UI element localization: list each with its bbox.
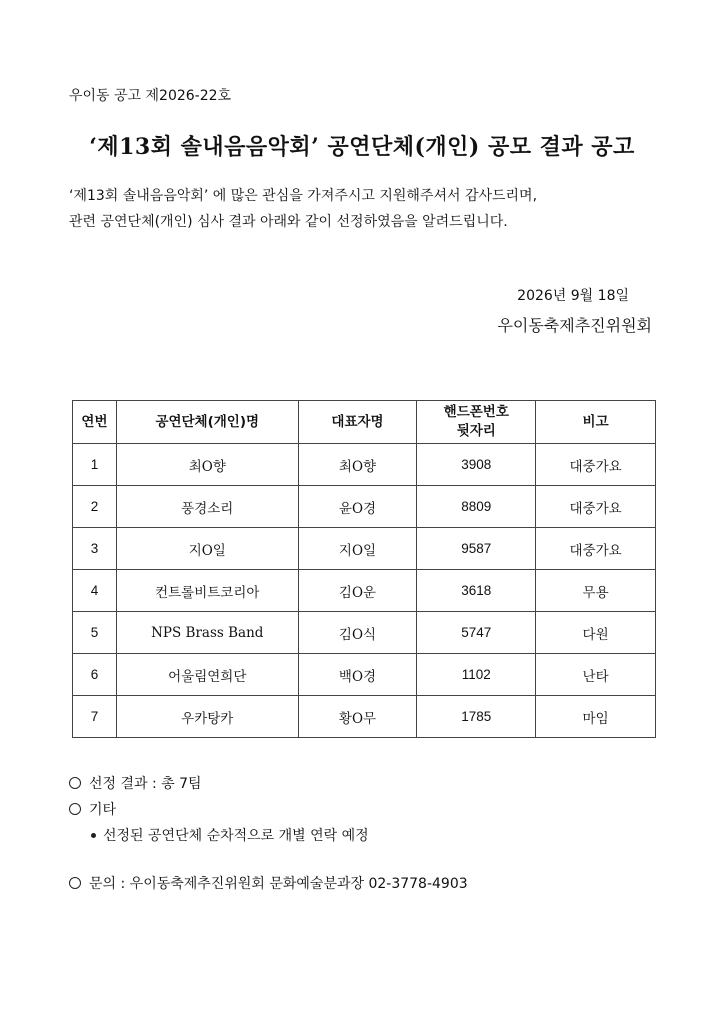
row-no: 2 (73, 486, 117, 528)
row-representative: 김O식 (298, 612, 417, 654)
selection-result (69, 773, 468, 799)
row-note: 대중가요 (536, 444, 656, 486)
row-phone: 5747 (417, 612, 536, 654)
row-no: 6 (73, 654, 117, 696)
row-no: 3 (73, 528, 117, 570)
table-row (73, 696, 656, 738)
intro-line-1: ‘제13회 솔내음음악회’ 에 많은 관심을 가져주시고 지원해주셔서 감사드리며, (69, 188, 538, 204)
table-header-row (73, 401, 656, 444)
row-no: 1 (73, 444, 117, 486)
row-note: 대중가요 (536, 486, 656, 528)
row-phone: 1785 (417, 696, 536, 738)
table-row (73, 612, 656, 654)
etc-bullet (69, 825, 468, 851)
row-group-name: NPS Brass Band (116, 612, 298, 654)
results-table (72, 400, 656, 738)
row-note: 대중가요 (536, 528, 656, 570)
row-no: 5 (73, 612, 117, 654)
row-representative: 지O일 (298, 528, 417, 570)
row-no: 7 (73, 696, 117, 738)
row-group-name: 어울림연희단 (116, 654, 298, 696)
row-representative: 황O무 (298, 696, 417, 738)
header-note: 비고 (536, 401, 656, 444)
contact-info-text: 문의 : 우이동축제추진위원회 문화예술분과장 02-3778-4903 (89, 876, 468, 892)
row-representative: 백O경 (298, 654, 417, 696)
summary-section (69, 773, 468, 899)
header-phone-line-2: 뒷자리 (456, 423, 496, 439)
row-phone: 9587 (417, 528, 536, 570)
bullet-dot-icon (91, 833, 96, 838)
table-row (73, 654, 656, 696)
table-row (73, 486, 656, 528)
row-group-name: 컨트롤비트코리아 (116, 570, 298, 612)
row-group-name: 최O향 (116, 444, 298, 486)
row-note: 무용 (536, 570, 656, 612)
selection-result-text: 선정 결과 : 총 7팀 (89, 776, 202, 792)
page-title: ‘제13회 솔내음음악회’ 공연단체(개인) 공모 결과 공고 (89, 134, 635, 160)
row-phone: 8809 (417, 486, 536, 528)
issuing-organization: 우이동축제추진위원회 (497, 316, 652, 335)
row-note: 다원 (536, 612, 656, 654)
row-group-name: 지O일 (116, 528, 298, 570)
row-no: 4 (73, 570, 117, 612)
hollow-circle-icon (69, 877, 81, 889)
header-representative: 대표자명 (298, 401, 417, 444)
header-no: 연번 (73, 401, 117, 444)
row-note: 난타 (536, 654, 656, 696)
row-note: 마임 (536, 696, 656, 738)
intro-line-2: 관련 공연단체(개인) 심사 결과 아래와 같이 선정하였음을 알려드립니다. (69, 214, 508, 230)
header-group-name: 공연단체(개인)명 (116, 401, 298, 444)
row-phone: 3618 (417, 570, 536, 612)
contact-info (69, 873, 468, 899)
etc-heading-text: 기타 (89, 802, 117, 818)
etc-heading (69, 799, 468, 825)
table-row (73, 444, 656, 486)
header-phone (417, 401, 536, 444)
row-representative: 최O향 (298, 444, 417, 486)
table-row (73, 570, 656, 612)
intro-paragraph (69, 183, 537, 235)
row-representative: 윤O경 (298, 486, 417, 528)
announcement-date: 2026년 9월 18일 (517, 288, 629, 304)
header-phone-line-1: 핸드폰번호 (443, 404, 509, 420)
table-row (73, 528, 656, 570)
hollow-circle-icon (69, 803, 81, 815)
etc-bullet-text: 선정된 공연단체 순차적으로 개별 연락 예정 (103, 828, 369, 844)
row-phone: 1102 (417, 654, 536, 696)
notice-number: 우이동 공고 제2026-22호 (69, 88, 232, 104)
row-representative: 김O운 (298, 570, 417, 612)
hollow-circle-icon (69, 777, 81, 789)
row-group-name: 풍경소리 (116, 486, 298, 528)
row-phone: 3908 (417, 444, 536, 486)
row-group-name: 우카탕카 (116, 696, 298, 738)
